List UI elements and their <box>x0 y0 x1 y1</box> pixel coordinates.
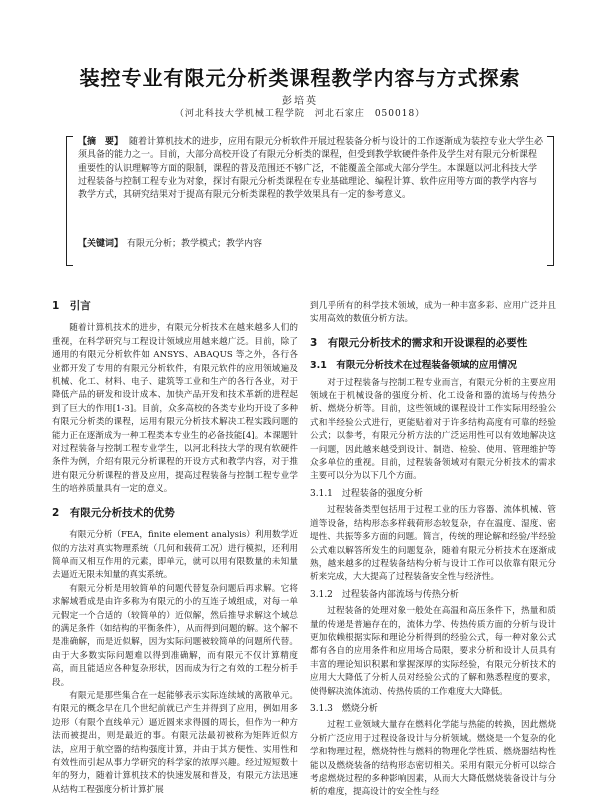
paragraph: 过程装备类型包括用于过程工业的压力容器、流体机械、管道等设备，结构形态多样载荷形态较复杂，存在温度、湿度、密堤性、共振等多方面的问题。简言，传统的理论解和经验/半经验公式难以解答所发生的问题复杂，随着有限元分析技术在逐渐成熟，越来越多的过程装备结构分析与设计工作可以依靠有限元分析来完成，大大提高了过程装备安全性与经济性。 <box>310 505 556 583</box>
author-affiliation: （河北科技大学机械工程学院 河北石家庄 050018） <box>174 109 426 119</box>
section-heading: 1 引言 <box>52 300 91 312</box>
paragraph: 有限元分析（FEA，finite element analysis）利用数学近似的方法对真实物理系统（几何和载荷工况）进行模拟，还利用简单而又相互作用的元素，即单元，就可以用有限数量的未知量去逼近无限未知量的真实系统。 <box>52 530 298 581</box>
abstract-body: 随着计算机技术的进步，应用有限元分析软件开展过程装备分析与设计的工作逐渐成为装控专业大学生必须具备的能力之一。目前，大部分高校开设了有限元分析类的课程，但受到教学软硬件条件及学生对有限元分析课程重要性的认识理解等方面的限制，课程的普及范围还不够广泛，不能覆盖全部或大部分学生。本课题以河北科技大学过程装备与控制工程专业为对象，探讨有限元分析类课程在专业基础理论、编程计算、软件应用等方面的教学内容与教学方式，其研究结果对于提高有限元分析类课程的教学效果具有一定的参考意义。 <box>78 137 544 201</box>
abstract-bracket-left <box>66 136 73 266</box>
subsubsection-heading: 3.1.1 过程装备的强度分析 <box>310 488 423 499</box>
abstract-block <box>70 134 550 266</box>
subsubsection-heading: 3.1.2 过程装备内部流场与传热分析 <box>310 589 459 600</box>
paragraph: 到几乎所有的科学技术领域，成为一种丰富多彩、应用广泛并且实用高效的数值分析方法。 <box>310 301 556 325</box>
subsubsection-heading: 3.1.3 燃烧分析 <box>310 703 378 714</box>
paragraph: 有限元是那些集合在一起能够表示实际连续域的离散单元。有限元的概念早在几个世纪前就已产生并得到了应用，例如用多边形（有限个直线单元）逼近圆来求得圆的周长，但作为一种方法而被提出，则是最近的事。有限元法最初被称为矩阵近似方法，应用于航空器的结构强度计算，并由于其方便性、实用性和有效性而引起从事力学研究的科学家的浓厚兴趣。经过短短数十年的努力，随着计算机技术的快速发展和普及，有限元方法迅速从结构工程强度分析计算扩展 <box>52 690 298 795</box>
subsection-heading: 3.1 有限元分析技术在过程装备领域的应用情况 <box>310 360 517 372</box>
abstract-bracket-right <box>547 136 554 266</box>
keywords-line <box>78 238 544 251</box>
section-heading: 3 有限元分析技术的需求和开设课程的必要性 <box>310 336 528 349</box>
paragraph: 过程工业领域大量存在燃料化学能与热能的转换，因此燃烧分析广泛应用于过程设备设计与分析领域。燃烧是一个复杂的化学和物理过程，燃烧特性与燃料的物理化学性质、燃烧器结构性能以及燃烧装备的结构形态密切相关。采用有限元分析可以综合考虑燃烧过程的多种影响因素，从而大大降低燃烧装备设计与分析的难度，提高设计的安全性与经 <box>310 720 556 798</box>
paragraph: 过程装备的处理对象一般处在高温和高压条件下，热量和质量的传递是普遍存在的，流体力学、传热传质方面的分析与设计更加依赖根据实际和理论分析得到的经验公式，每一种对象公式都有各自的应用条件和应用场合局限，要求分析和设计人员具有丰富的理论知识积累和掌握深厚的实际经验，有限元分析技术的应用大大降低了分析人员对经验公式的了解和熟悉程度的要求，使得解决流体流动、传热传质的工作难度大大降低。 <box>310 606 556 697</box>
paragraph: 随着计算机技术的进步，有限元分析技术在越来越多人们的重视，在科学研究与工程设计领域应用越来越广泛。目前，除了通用的有限元分析软件如 ANSYS、ABAQUS 等之外，各行各业都开发了专用的有限元分析软件，有限元软件的应用领域遍及机械、化工、材料、电子、建筑等工业和生产的各行各业，对于降低产品的研发和设计成本、加快产品开发和技术革新的进程起到了巨大的作用[1-3]。目前，众多高校的各类专业均开设了多种有限元分析类的课程，运用有限元分析技术解决工程实践问题的能力正在逐渐成为一种工程类本专业生的必备技能[4]。本课题针对过程装备与控制工程专业学生，以河北科技大学的现有软硬件条件为例，介绍有限元分析课程的开设方式和教学内容，对于推进有限元分析课程的普及应用，提高过程装备与控制工程专业学生的培养质量具有一定的意义。 <box>52 323 298 495</box>
abstract-label: 【摘 要】 <box>78 137 124 147</box>
page-title: 装控专业有限元分析类课程教学内容与方式探索 <box>79 66 521 90</box>
keywords-text: 有限元分析；教学模式；教学内容 <box>127 239 263 249</box>
paragraph: 对于过程装备与控制工程专业而言，有限元分析的主要应用领域在于机械设备的强度分析、化工设备和器的流场与传热分析、燃烧分析等。目前，这些领域的课程设计工作实际用经验公式和半经验公式进行，更能贴着对于许多结构高度有可靠的经验公式；以参考，有限元分析方法的广泛运用性可以有效地解决这一问题，因此越来越受到设计、制造、检验、使用、管理维护等众多单位的重视。目前，过程装备领域对有限元分析技术的需求主要可以分为以下几个方面。 <box>310 377 556 482</box>
author-name: 彭培英 <box>282 96 318 107</box>
abstract-text <box>78 136 544 202</box>
paragraph: 有限元分析是用较简单的问题代替复杂问题后再求解。它将求解域看成是由许多称为有限元的小的互连子域组成，对每一单元假定一个合适的（较简单的）近似解，然后推导求解这个域总的满足条件（如结构的平衡条件），从而得到问题的解。这个解不是准确解，而是近似解，因为实际问题被较简单的问题所代替。由于大多数实际问题难以得到准确解，而有限元不仅计算精度高，而且能适应各种复杂形状，因而成为行之有效的工程分析手段。 <box>52 583 298 688</box>
keywords-label: 【关键词】 <box>78 239 124 249</box>
right-column <box>310 300 556 800</box>
section-heading: 2 有限元分析技术的优势 <box>52 506 175 519</box>
left-column <box>52 300 298 797</box>
